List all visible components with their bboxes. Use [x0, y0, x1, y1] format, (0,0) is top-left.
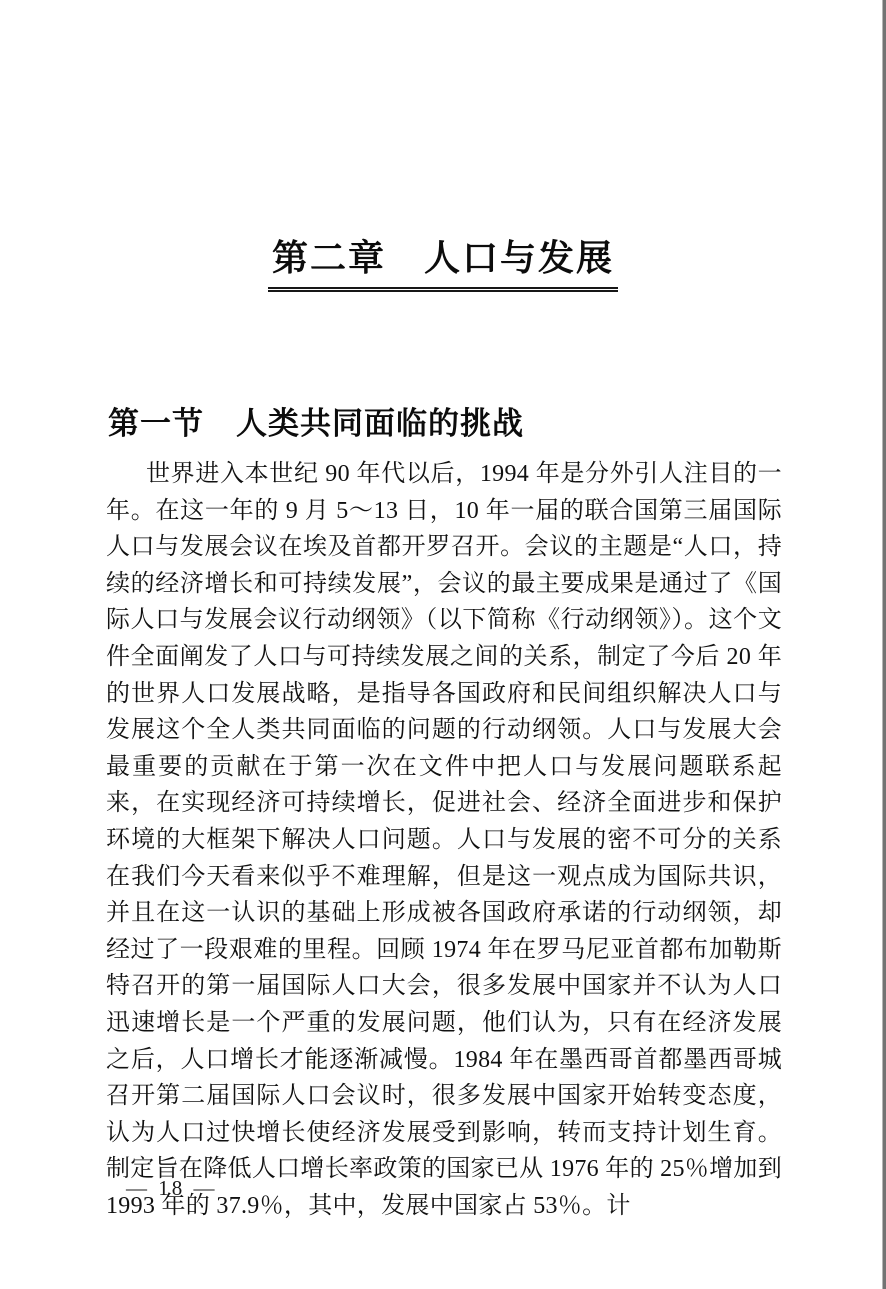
section-heading: 第一节 人类共同面临的挑战: [108, 406, 524, 441]
page-number: — 18 —: [126, 1176, 218, 1200]
scan-edge-right: [882, 0, 886, 1289]
chapter-title: 第二章 人口与发展: [268, 230, 618, 292]
chapter-title-container: [0, 230, 886, 292]
body-paragraph: 世界进入本世纪 90 年代以后，1994 年是分外引人注目的一年。在这一年的 9 月 5～13 日，10 年一届的联合国第三届国际人口与发展会议在埃及首都开罗召开。会议的主题是“人口，持续的经济增长和可持续发展”，会议的最主要成果是通过了《国际人口与发展会议行动纲领》（以下简称《行动纲领》）。这个文件全面阐发了人口与可持续发展之间的关系，制定了今后 20 年的世界人口发展战略，是指导各国政府和民间组织解决人口与发展这个全人类共同面临的问题的行动纲领。人口与发展大会最重要的贡献在于第一次在文件中把人口与发展问题联系起来，在实现经济可持续增长，促进社会、经济全面进步和保护环境的大框架下解决人口问题。人口与发展的密不可分的关系在我们今天看来似乎不难理解，但是这一观点成为国际共识，并且在这一认识的基础上形成被各国政府承诺的行动纲领，却经过了一段艰难的里程。回顾 1974 年在罗马尼亚首都布加勒斯特召开的第一届国际人口大会，很多发展中国家并不认为人口迅速增长是一个严重的发展问题，他们认为，只有在经济发展之后，人口增长才能逐渐减慢。1984 年在墨西哥首都墨西哥城召开第二届国际人口会议时，很多发展中国家开始转变态度，认为人口过快增长使经济发展受到影响，转而支持计划生育。制定旨在降低人口增长率政策的国家已从 1976 年的 25％增加到 1993 年的 37.9％，其中，发展中国家占 53％。计: [106, 461, 782, 1219]
